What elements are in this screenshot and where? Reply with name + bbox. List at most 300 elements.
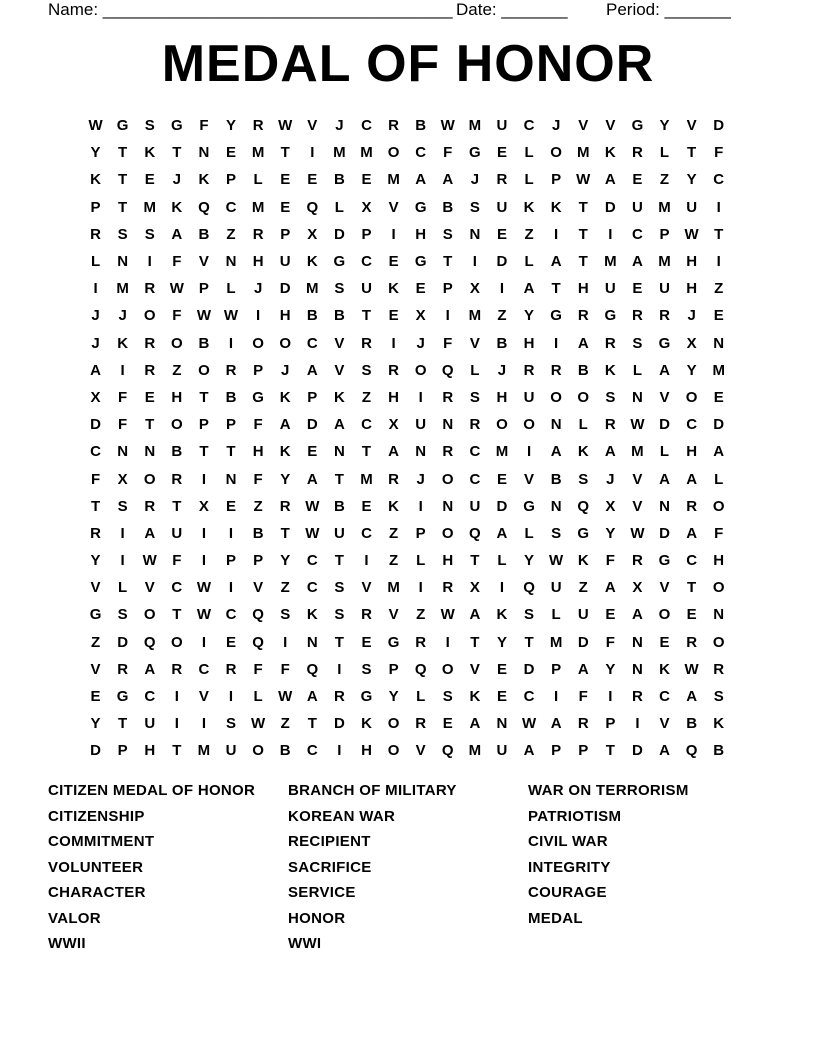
grid-letter: C xyxy=(361,524,372,542)
grid-letter: K xyxy=(713,715,725,733)
grid-letter: I xyxy=(418,388,423,406)
grid-letter: R xyxy=(442,388,454,406)
grid-letter: R xyxy=(279,497,291,515)
grid-letter: P xyxy=(361,225,372,243)
grid-letter: V xyxy=(415,742,426,760)
grid-letter: G xyxy=(116,117,129,135)
grid-letter: Y xyxy=(90,144,101,162)
grid-letter: T xyxy=(687,579,697,597)
grid-letter: T xyxy=(578,253,588,271)
grid-letter: A xyxy=(604,171,616,189)
grid-letter: H xyxy=(496,388,508,406)
grid-letter: T xyxy=(470,633,480,651)
grid-letter: R xyxy=(225,361,237,379)
grid-letter: M xyxy=(604,253,617,271)
grid-letter: M xyxy=(468,117,482,135)
grid-letter: N xyxy=(198,144,210,162)
word-search-grid xyxy=(82,112,732,765)
grid-letter: I xyxy=(499,579,505,597)
grid-letter: W xyxy=(549,552,564,570)
grid-letter: M xyxy=(251,144,265,162)
grid-letter: G xyxy=(577,524,590,542)
grid-letter: Y xyxy=(496,633,507,651)
grid-letter: E xyxy=(144,388,155,406)
grid-letter: O xyxy=(252,334,264,352)
grid-letter: E xyxy=(226,144,237,162)
grid-letter: T xyxy=(172,606,182,624)
grid-letter: I xyxy=(256,307,261,325)
grid-letter: L xyxy=(714,470,724,488)
grid-letter: L xyxy=(659,443,670,461)
grid-letter: K xyxy=(496,606,508,624)
grid-letter: P xyxy=(442,280,453,298)
grid-letter: O xyxy=(550,388,562,406)
grid-letter: G xyxy=(116,688,129,706)
grid-letter: Y xyxy=(524,552,535,570)
grid-letter: E xyxy=(713,388,724,406)
grid-letter: R xyxy=(632,552,643,570)
grid-letter: N xyxy=(415,443,427,461)
word-bank-item: VALOR xyxy=(48,909,101,927)
grid-letter: D xyxy=(659,416,670,434)
grid-letter: C xyxy=(225,606,237,624)
grid-letter: K xyxy=(144,144,156,162)
grid-letter: K xyxy=(388,280,399,298)
grid-row xyxy=(82,629,732,656)
grid-letter: E xyxy=(496,688,507,706)
grid-letter: Y xyxy=(280,470,291,488)
grid-letter: S xyxy=(469,198,480,216)
grid-letter: R xyxy=(144,280,156,298)
grid-letter: F xyxy=(118,388,128,406)
grid-letter: Q xyxy=(252,606,264,624)
grid-letter: U xyxy=(225,742,237,760)
grid-letter: K xyxy=(171,198,183,216)
grid-letter: J xyxy=(606,470,615,488)
grid-letter: E xyxy=(361,633,372,651)
grid-letter: T xyxy=(470,552,480,570)
grid-letter: A xyxy=(469,606,481,624)
grid-letter: L xyxy=(524,171,534,189)
grid-letter: O xyxy=(279,334,292,352)
word-bank-item: PATRIOTISM xyxy=(528,807,622,825)
grid-letter: T xyxy=(361,443,372,461)
grid-letter: X xyxy=(605,497,616,515)
grid-letter: Y xyxy=(90,715,101,733)
grid-letter: O xyxy=(252,742,264,760)
grid-letter: I xyxy=(174,688,179,706)
grid-letter: Y xyxy=(659,117,670,135)
grid-letter: A xyxy=(686,524,698,542)
grid-letter: M xyxy=(387,171,400,189)
grid-letter: M xyxy=(631,443,644,461)
grid-letter: D xyxy=(333,225,345,243)
grid-letter: C xyxy=(469,443,481,461)
grid-letter: K xyxy=(469,688,481,706)
grid-letter: B xyxy=(442,198,454,216)
grid-letter: R xyxy=(632,688,643,706)
grid-letter: F xyxy=(443,334,453,352)
grid-letter: R xyxy=(361,606,372,624)
grid-letter: N xyxy=(144,443,156,461)
word-bank-item: CITIZEN MEDAL OF HONOR xyxy=(48,782,256,799)
grid-letter: X xyxy=(632,579,643,597)
grid-letter: A xyxy=(90,361,101,379)
grid-letter: W xyxy=(278,688,293,706)
grid-letter: A xyxy=(306,470,318,488)
grid-letter: J xyxy=(416,334,425,352)
grid-letter: F xyxy=(253,416,263,434)
grid-letter: N xyxy=(713,334,725,352)
grid-letter: B xyxy=(333,171,345,189)
grid-letter: A xyxy=(496,524,508,542)
word-bank-item: CIVIL WAR xyxy=(528,833,608,850)
grid-letter: R xyxy=(523,361,535,379)
grid-letter: I xyxy=(418,579,423,597)
grid-letter: D xyxy=(496,253,508,271)
grid-letter: D xyxy=(333,715,345,733)
grid-letter: S xyxy=(117,225,128,243)
grid-letter: M xyxy=(360,144,373,162)
grid-letter: P xyxy=(198,416,209,434)
grid-letter: W xyxy=(440,117,455,135)
word-bank-item: COURAGE xyxy=(528,884,607,901)
grid-letter: T xyxy=(334,552,344,570)
grid-letter: B xyxy=(496,334,508,352)
grid-letter: N xyxy=(225,470,237,488)
grid-letter: C xyxy=(415,144,427,162)
grid-row xyxy=(82,438,732,465)
name-field-label: Name: _____________________________________ xyxy=(48,0,453,19)
grid-letter: Z xyxy=(416,606,426,624)
grid-letter: R xyxy=(225,660,237,678)
grid-letter: F xyxy=(280,660,290,678)
grid-letter: O xyxy=(170,334,183,352)
grid-letter: V xyxy=(632,470,643,488)
grid-letter: B xyxy=(550,470,562,488)
grid-letter: T xyxy=(172,497,182,515)
grid-letter: R xyxy=(604,416,616,434)
grid-letter: R xyxy=(415,633,427,651)
grid-letter: I xyxy=(445,307,450,325)
grid-letter: F xyxy=(443,144,453,162)
grid-letter: W xyxy=(684,660,699,678)
grid-letter: J xyxy=(91,307,100,325)
grid-letter: K xyxy=(279,443,291,461)
grid-letter: R xyxy=(171,660,183,678)
grid-letter: R xyxy=(550,361,562,379)
grid-letter: Z xyxy=(524,225,534,243)
grid-letter: A xyxy=(686,688,698,706)
grid-letter: S xyxy=(713,688,724,706)
grid-letter: W xyxy=(196,606,211,624)
grid-letter: W xyxy=(630,416,645,434)
grid-letter: R xyxy=(686,633,698,651)
grid-letter: P xyxy=(253,552,264,570)
grid-letter: K xyxy=(306,606,318,624)
grid-letter: G xyxy=(333,253,346,271)
grid-letter: E xyxy=(659,633,670,651)
grid-letter: D xyxy=(713,117,725,135)
grid-letter: O xyxy=(198,361,210,379)
grid-letter: G xyxy=(631,117,644,135)
grid-letter: B xyxy=(198,334,210,352)
grid-letter: Y xyxy=(226,117,237,135)
grid-letter: I xyxy=(445,633,450,651)
grid-letter: L xyxy=(416,552,426,570)
word-bank-item: KOREAN WAR xyxy=(288,807,396,825)
grid-letter: I xyxy=(716,253,721,271)
grid-letter: L xyxy=(497,552,507,570)
grid-letter: H xyxy=(686,443,698,461)
grid-letter: G xyxy=(89,606,102,624)
grid-letter: L xyxy=(551,606,561,624)
grid-letter: R xyxy=(90,225,101,243)
grid-letter: P xyxy=(90,198,101,216)
grid-letter: M xyxy=(658,253,671,271)
grid-letter: D xyxy=(279,280,291,298)
grid-letter: L xyxy=(416,688,426,706)
grid-letter: C xyxy=(361,416,372,434)
grid-row xyxy=(82,275,732,302)
grid-letter: T xyxy=(307,715,317,733)
grid-letter: W xyxy=(630,524,645,542)
grid-letter: T xyxy=(226,443,236,461)
grid-letter: D xyxy=(604,198,616,216)
grid-letter: S xyxy=(117,606,128,624)
grid-letter: M xyxy=(197,742,211,760)
grid-letter: F xyxy=(253,470,263,488)
grid-letter: G xyxy=(658,552,671,570)
grid-letter: A xyxy=(333,416,345,434)
grid-letter: F xyxy=(714,524,724,542)
grid-letter: X xyxy=(90,388,101,406)
grid-letter: L xyxy=(524,524,534,542)
grid-letter: J xyxy=(118,307,127,325)
grid-letter: N xyxy=(442,497,454,515)
grid-letter: A xyxy=(604,579,616,597)
grid-row xyxy=(82,302,732,329)
grid-letter: S xyxy=(361,660,372,678)
grid-letter: Q xyxy=(685,742,698,760)
grid-letter: T xyxy=(714,225,724,243)
word-bank-item: BRANCH OF MILITARY xyxy=(288,782,457,799)
grid-letter: B xyxy=(713,742,725,760)
grid-letter: O xyxy=(143,307,156,325)
grid-letter: E xyxy=(226,633,237,651)
grid-letter: O xyxy=(143,606,156,624)
grid-letter: O xyxy=(496,416,508,434)
grid-letter: T xyxy=(578,198,588,216)
period-field-label: Period: _______ xyxy=(606,0,731,19)
grid-letter: F xyxy=(578,688,588,706)
grid-letter: I xyxy=(716,198,721,216)
grid-letter: X xyxy=(469,579,480,597)
grid-letter: I xyxy=(228,579,234,597)
grid-letter: F xyxy=(605,552,615,570)
grid-letter: A xyxy=(279,416,291,434)
grid-letter: L xyxy=(253,171,263,189)
grid-letter: K xyxy=(388,497,399,515)
grid-letter: O xyxy=(441,470,454,488)
grid-letter: G xyxy=(469,144,481,162)
grid-letter: S xyxy=(524,606,535,624)
grid-letter: R xyxy=(442,579,454,597)
grid-letter: I xyxy=(147,253,152,271)
grid-letter: I xyxy=(93,280,98,298)
grid-letter: G xyxy=(360,688,373,706)
grid-letter: D xyxy=(523,660,535,678)
grid-letter: G xyxy=(604,307,617,325)
grid-row xyxy=(82,601,732,628)
grid-letter: T xyxy=(145,416,155,434)
grid-letter: Q xyxy=(441,742,454,760)
grid-row xyxy=(82,465,732,492)
grid-letter: N xyxy=(225,253,237,271)
word-bank-item: CHARACTER xyxy=(48,884,146,901)
grid-letter: P xyxy=(117,742,128,760)
grid-row xyxy=(82,411,732,438)
grid-letter: A xyxy=(632,253,643,271)
word-bank-item: MEDAL xyxy=(528,909,583,927)
grid-row xyxy=(82,194,732,221)
grid-letter: V xyxy=(90,660,101,678)
grid-letter: X xyxy=(388,416,399,434)
grid-letter: A xyxy=(469,715,481,733)
grid-letter: O xyxy=(577,388,590,406)
grid-letter: N xyxy=(306,633,318,651)
grid-letter: Y xyxy=(686,361,697,379)
grid-letter: P xyxy=(226,552,237,570)
grid-letter: C xyxy=(306,334,318,352)
grid-letter: V xyxy=(632,497,643,515)
grid-letter: T xyxy=(118,198,128,216)
grid-letter: E xyxy=(442,715,453,733)
grid-letter: S xyxy=(632,334,643,352)
grid-letter: Z xyxy=(280,579,290,597)
grid-letter: R xyxy=(90,524,101,542)
grid-letter: N xyxy=(659,497,670,515)
grid-letter: V xyxy=(659,715,670,733)
grid-letter: J xyxy=(172,171,181,189)
grid-letter: I xyxy=(608,688,613,706)
page-title: MEDAL OF HONOR xyxy=(161,35,655,93)
grid-letter: L xyxy=(578,416,588,434)
grid-row xyxy=(82,330,732,357)
grid-letter: Q xyxy=(252,633,264,651)
grid-letter: T xyxy=(280,144,290,162)
grid-letter: K xyxy=(333,388,345,406)
grid-letter: G xyxy=(252,388,264,406)
grid-letter: C xyxy=(306,552,318,570)
grid-letter: Y xyxy=(280,552,291,570)
grid-letter: E xyxy=(388,307,399,325)
grid-letter: O xyxy=(387,742,400,760)
grid-letter: V xyxy=(388,198,399,216)
grid-letter: H xyxy=(279,307,291,325)
grid-letter: K xyxy=(659,660,670,678)
grid-letter: F xyxy=(605,633,615,651)
grid-letter: I xyxy=(120,361,125,379)
grid-letter: I xyxy=(337,660,342,678)
grid-letter: S xyxy=(442,225,453,243)
grid-letter: I xyxy=(337,742,342,760)
grid-letter: C xyxy=(686,416,698,434)
grid-letter: M xyxy=(468,307,482,325)
grid-letter: I xyxy=(364,552,369,570)
grid-letter: Z xyxy=(578,579,588,597)
grid-letter: B xyxy=(577,361,589,379)
grid-letter: F xyxy=(90,470,101,488)
grid-row xyxy=(82,112,732,139)
grid-letter: S xyxy=(551,524,562,542)
grid-letter: C xyxy=(171,579,183,597)
grid-letter: S xyxy=(280,606,291,624)
grid-letter: T xyxy=(334,633,344,651)
grid-letter: P xyxy=(226,171,237,189)
grid-letter: C xyxy=(306,742,318,760)
grid-letter: N xyxy=(442,416,454,434)
grid-letter: A xyxy=(577,334,589,352)
grid-letter: A xyxy=(523,280,535,298)
grid-letter: R xyxy=(388,470,399,488)
grid-letter: A xyxy=(550,253,562,271)
grid-letter: B xyxy=(279,742,291,760)
grid-letter: I xyxy=(228,334,234,352)
grid-letter: Z xyxy=(659,171,670,189)
grid-letter: Z xyxy=(388,524,399,542)
grid-letter: R xyxy=(686,497,698,515)
grid-letter: Y xyxy=(605,524,616,542)
grid-letter: P xyxy=(226,416,237,434)
grid-letter: J xyxy=(335,117,344,135)
grid-letter: E xyxy=(713,307,724,325)
grid-row xyxy=(82,493,732,520)
grid-letter: L xyxy=(226,280,236,298)
grid-letter: N xyxy=(496,715,508,733)
grid-letter: Y xyxy=(686,171,697,189)
grid-letter: S xyxy=(144,225,155,243)
grid-letter: I xyxy=(310,144,315,162)
grid-letter: N xyxy=(469,225,481,243)
grid-letter: K xyxy=(604,361,616,379)
grid-letter: U xyxy=(279,253,291,271)
grid-letter: A xyxy=(713,443,725,461)
grid-letter: W xyxy=(223,307,239,325)
grid-letter: Q xyxy=(441,361,454,379)
grid-letter: M xyxy=(468,742,482,760)
grid-letter: H xyxy=(415,225,427,243)
grid-letter: U xyxy=(496,198,508,216)
grid-letter: H xyxy=(686,253,698,271)
grid-letter: F xyxy=(253,660,263,678)
grid-letter: P xyxy=(605,715,616,733)
grid-letter: U xyxy=(144,715,156,733)
grid-letter: N xyxy=(632,633,643,651)
grid-letter: O xyxy=(712,633,725,651)
grid-letter: G xyxy=(523,497,535,515)
grid-letter: H xyxy=(144,742,156,760)
grid-letter: A xyxy=(550,715,562,733)
grid-letter: N xyxy=(333,443,345,461)
grid-letter: C xyxy=(361,253,372,271)
grid-letter: F xyxy=(172,552,182,570)
grid-letter: C xyxy=(469,470,481,488)
grid-letter: B xyxy=(333,307,345,325)
grid-letter: C xyxy=(361,117,372,135)
grid-letter: T xyxy=(443,253,453,271)
grid-letter: K xyxy=(361,715,372,733)
